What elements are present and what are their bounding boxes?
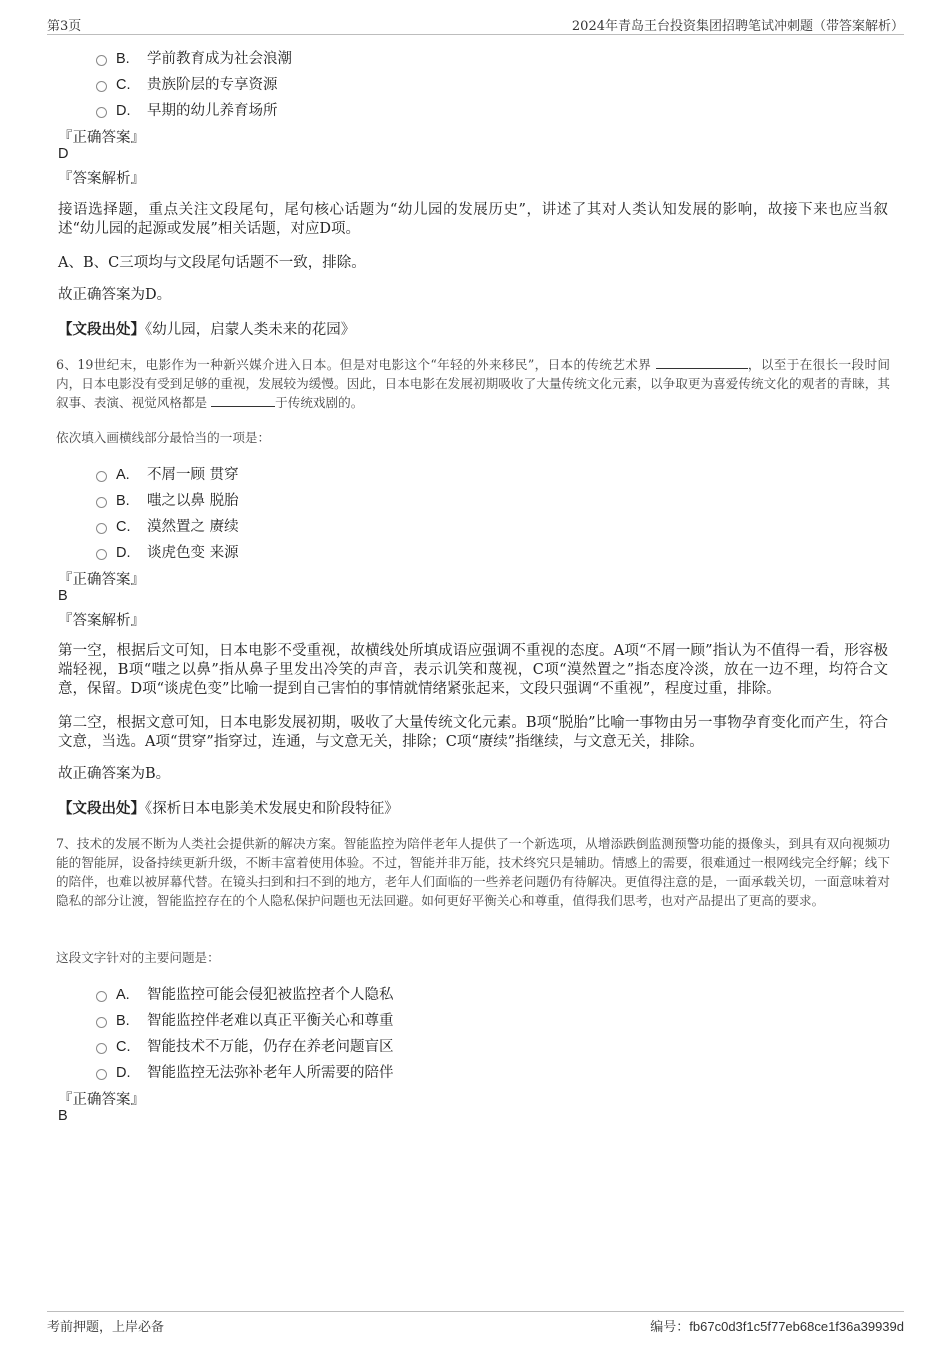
- q5-analysis-paragraph: 故正确答案为D。: [58, 287, 172, 303]
- radio-icon[interactable]: [96, 549, 107, 560]
- page-footer: [47, 1311, 904, 1336]
- footer-slogan: 考前押题，上岸必备: [47, 1320, 165, 1335]
- q6-option-c[interactable]: C. 漠然置之 赓续: [96, 515, 239, 537]
- q6-analysis-paragraph: 第一空，根据后文可知，日本电影不受重视，故横线处所填成语应强调不重视的态度。A项“不屑一顾”指认为不值得一看，形容极端轻视，B项“嗤之以鼻”指从鼻子里发出冷笑的声音，表示讥笑和蔑视，C项“漠然置之”指态度冷淡，放在一边不理，均符合文意，保留。D项“谈虎色变”比喻一提到自己害怕的事情就情绪紧张起来，文段只强调“不重视”，程度过重，排除。: [58, 643, 888, 697]
- radio-icon[interactable]: [96, 497, 107, 508]
- q6-correct-answer: B: [58, 588, 68, 604]
- source-label: 【文段出处】: [58, 800, 145, 817]
- q5-option-d[interactable]: D. 早期的幼儿养育场所: [96, 99, 278, 121]
- q5-source: [58, 320, 888, 340]
- q5-analysis-label: 『答案解析』: [58, 171, 145, 187]
- q7-question-stem: 7、技术的发展不断为人类社会提供新的解决方案。智能监控为陪伴老年人提供了一个新选项，从增添跌倒监测预警功能的摄像头，到具有双向视频功能的智能屏，设备持续更新升级，不断丰富着使用体验。不过，智能并非万能，技术终究只是辅助。情感上的需要，很难通过一根网线完全纾解；线下的陪伴，也难以被屏幕代替。在镜头扫到和扫不到的地方，老年人们面临的一些养老问题仍有待解决。更值得注意的是，一面承载关切，一面意味着对隐私的部分让渡，智能监控存在的个人隐私保护问题也无法回避。如何更好平衡关心和尊重，值得我们思考，也对产品提出了更高的要求。: [56, 836, 890, 908]
- radio-icon[interactable]: [96, 55, 107, 66]
- source-label: 【文段出处】: [58, 321, 145, 338]
- q6-analysis-paragraph: 第二空，根据文意可知，日本电影发展初期，吸收了大量传统文化元素。B项“脱胎”比喻一事物由另一事物孕育变化而产生，符合文意，当选。A项“贯穿”指穿过，连通，与文意无关，排除；C项“赓续”指继续，与文意无关，排除。: [58, 715, 888, 750]
- q6-prompt: 依次填入画横线部分最恰当的一项是：: [56, 430, 271, 445]
- q6-correct-label: 『正确答案』: [58, 572, 145, 588]
- radio-icon[interactable]: [96, 991, 107, 1002]
- q7-option-d[interactable]: D. 智能监控无法弥补老年人所需要的陪伴: [96, 1061, 394, 1083]
- radio-icon[interactable]: [96, 107, 107, 118]
- fill-blank: [211, 395, 275, 407]
- radio-icon[interactable]: [96, 1069, 107, 1080]
- q6-question-stem: 6、19世纪末，电影作为一种新兴媒介进入日本。但是对电影这个“年轻的外来移民”，日本的传统艺术界 ，以至于在很长一段时间内，日本电影没有受到足够的重视，发展较为缓慢。因此，日本电影在发展初期吸收了大量传统文化元素，以争取更为喜爱传统文化的观者的青睐，其叙事、表演、视觉风格都是 于传统戏剧的。: [56, 357, 890, 410]
- radio-icon[interactable]: [96, 1017, 107, 1028]
- q5-analysis-paragraph: 接语选择题，重点关注文段尾句，尾句核心话题为“幼儿园的发展历史”，讲述了其对人类认知发展的影响，故接下来也应当叙述“幼儿园的起源或发展”相关话题，对应D项。: [58, 202, 888, 237]
- source-title: 《探析日本电影美术发展史和阶段特征》: [145, 801, 399, 817]
- q7-option-c[interactable]: C. 智能技术不万能，仍存在养老问题盲区: [96, 1035, 394, 1057]
- q5-analysis-paragraph: A、B、C三项均与文段尾句话题不一致，排除。: [58, 255, 366, 271]
- q7-prompt: 这段文字针对的主要问题是：: [56, 950, 220, 965]
- q5-option-c[interactable]: C. 贵族阶层的专享资源: [96, 73, 278, 95]
- q7-correct-label: 『正确答案』: [58, 1092, 145, 1108]
- document-title: 2024年青岛王台投资集团招聘笔试冲刺题（带答案解析）: [571, 19, 904, 34]
- radio-icon[interactable]: [96, 81, 107, 92]
- fill-blank: [656, 357, 748, 369]
- radio-icon[interactable]: [96, 523, 107, 534]
- document-code: 编号：fb67c0d3f1c5f77eb68ce1f36a39939d: [650, 1319, 904, 1335]
- q6-option-d[interactable]: D. 谈虎色变 来源: [96, 541, 239, 563]
- q6-option-a[interactable]: A. 不屑一顾 贯穿: [96, 463, 239, 485]
- source-title: 《幼儿园，启蒙人类未来的花园》: [145, 322, 356, 338]
- q7-option-b[interactable]: B. 智能监控伴老难以真正平衡关心和尊重: [96, 1009, 394, 1031]
- q6-analysis-paragraph: 故正确答案为B。: [58, 766, 171, 782]
- page-number: 第3页: [47, 19, 82, 34]
- q6-source: [58, 799, 888, 819]
- q7-correct-answer: B: [58, 1108, 68, 1124]
- radio-icon[interactable]: [96, 1043, 107, 1054]
- q6-option-b[interactable]: B. 嗤之以鼻 脱胎: [96, 489, 239, 511]
- radio-icon[interactable]: [96, 471, 107, 482]
- page-header: [47, 14, 904, 35]
- q5-correct-answer: D: [58, 146, 69, 162]
- q5-option-b[interactable]: B. 学前教育成为社会浪潮: [96, 47, 292, 69]
- q5-correct-label: 『正确答案』: [58, 130, 145, 146]
- q7-option-a[interactable]: A. 智能监控可能会侵犯被监控者个人隐私: [96, 983, 394, 1005]
- q6-analysis-label: 『答案解析』: [58, 613, 145, 629]
